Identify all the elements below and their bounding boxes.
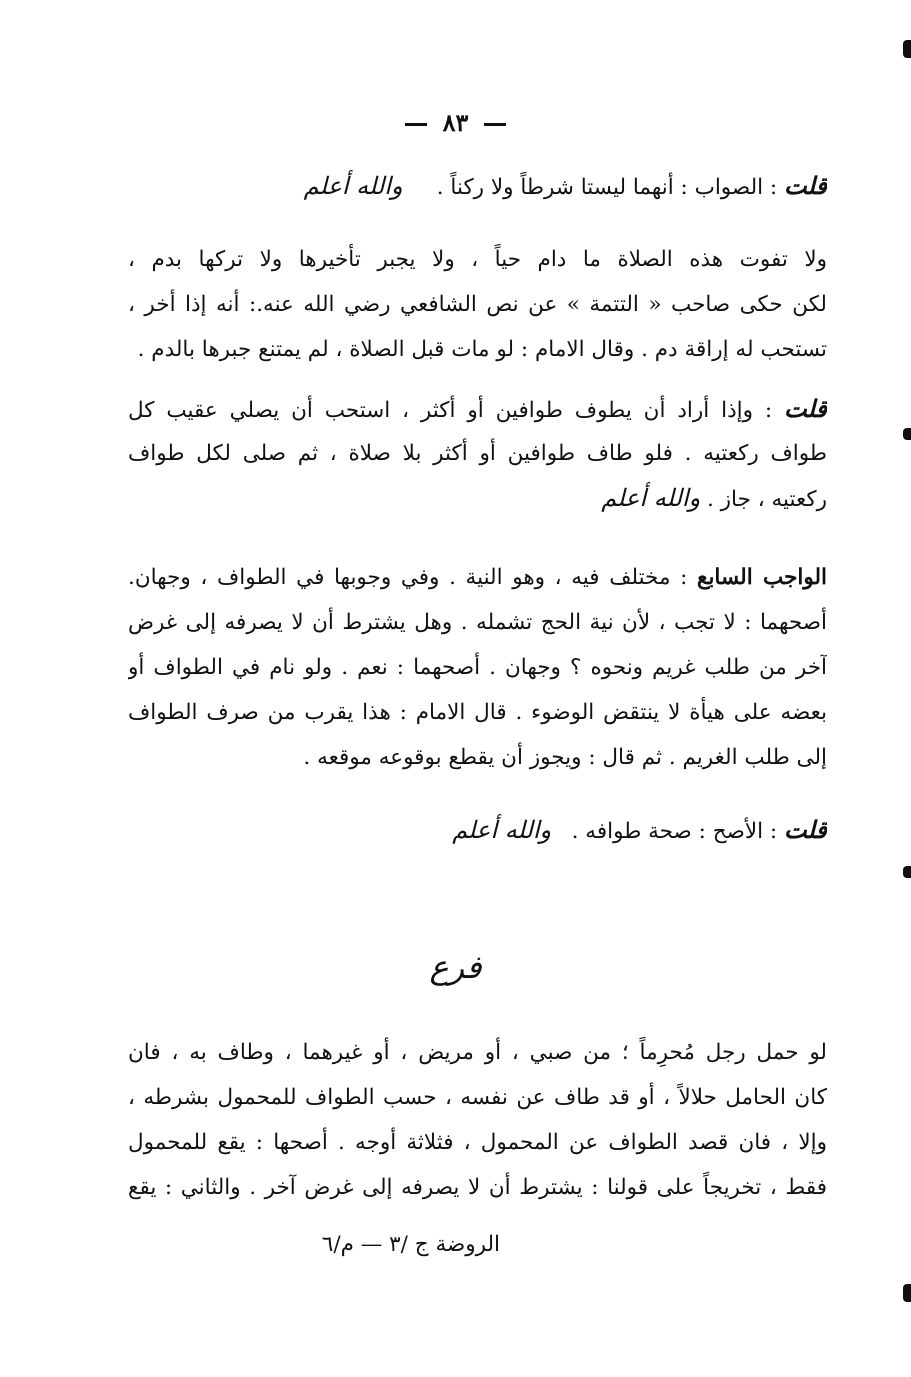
page-number-value: ٨٣	[442, 108, 469, 137]
text-line: إلى طلب الغريم . ثم قال : ويجوز أن يقطع بوقوعه موقعه .	[303, 745, 827, 770]
section-title-far: فرع	[429, 948, 482, 986]
text-span: ركعتيه ، جاز .	[707, 487, 827, 512]
paragraph-wajib-sabi	[128, 555, 827, 780]
text-line: لكن حكى صاحب « التتمة » عن نص الشافعي رضي الله عنه.: أنه إذا أخر ،	[128, 292, 827, 317]
qult-label: قلت	[784, 815, 827, 844]
allah-alam-phrase: والله أعلم	[303, 172, 403, 200]
text-line	[128, 476, 827, 521]
text-line	[128, 163, 827, 208]
paragraph-6	[128, 1030, 827, 1210]
signature-text: الروضة ج /٣ — م/٦	[321, 1232, 500, 1257]
footer-signature	[0, 1232, 500, 1257]
text-line	[128, 555, 827, 600]
section-heading-inline: الواجب السابع	[697, 565, 827, 590]
margin-mark	[903, 428, 911, 440]
page-number-dash-right	[484, 123, 506, 126]
qult-label: قلت	[784, 394, 827, 423]
text-line: بعضه على هيأة لا ينتقض الوضوء . قال الامام : هذا يقرب من صرف الطواف	[128, 700, 827, 725]
text-line	[128, 386, 827, 431]
text-line: لو حمل رجل مُحرِماً ؛ من صبي ، أو مريض ، أو غيرهما ، وطاف به ، فان	[128, 1040, 827, 1065]
text-span: : الصواب : أنهما ليستا شرطاً ولا ركناً .	[436, 175, 778, 200]
margin-mark	[903, 40, 911, 58]
text-line: تستحب له إراقة دم . وقال الامام : لو مات قبل الصلاة ، لم يمتنع جبرها بالدم .	[137, 337, 827, 362]
text-line	[128, 807, 827, 852]
paragraph-qult-2	[128, 386, 827, 521]
allah-alam-phrase: والله أعلم	[601, 484, 701, 512]
text-line: فقط ، تخريجاً على قولنا : يشترط أن لا يصرفه إلى غرض آخر . والثاني : يقع	[128, 1175, 827, 1200]
text-line: آخر من طلب غريم ونحوه ؟ وجهان . أصحهما : نعم . ولو نام في الطواف أو	[128, 655, 827, 680]
text-line: أصحهما : لا تجب ، لأن نية الحج تشمله . وهل يشترط أن لا يصرفه إلى غرض	[128, 610, 827, 635]
paragraph-2	[128, 237, 827, 372]
page-number	[0, 108, 911, 137]
allah-alam-phrase: والله أعلم	[452, 816, 552, 844]
text-span: : الأصح : صحة طوافه .	[571, 819, 778, 844]
paragraph-qult-1	[128, 163, 827, 208]
margin-mark	[903, 1284, 911, 1302]
text-line: طواف ركعتيه . فلو طاف طوافين أو أكثر بلا صلاة ، ثم صلى لكل طواف	[128, 441, 827, 466]
paragraph-qult-3	[128, 807, 827, 852]
text-span: : مختلف فيه ، وهو النية . وفي وجوبها في الطواف ، وجهان.	[128, 565, 688, 590]
text-line: ولا تفوت هذه الصلاة ما دام حياً ، ولا يجبر تأخيرها ولا تركها بدم ،	[128, 247, 827, 272]
text-line: كان الحامل حلالاً ، أو قد طاف عن نفسه ، حسب الطواف للمحمول بشرطه ،	[128, 1085, 827, 1110]
text-line: وإلا ، فان قصد الطواف عن المحمول ، فثلاثة أوجه . أصحها : يقع للمحمول	[128, 1130, 827, 1155]
page-number-dash-left	[405, 123, 427, 126]
qult-label: قلت	[784, 171, 827, 200]
text-span: : وإذا أراد أن يطوف طوافين أو أكثر ، استحب أن يصلي عقيب كل	[128, 398, 773, 423]
margin-mark	[903, 866, 911, 878]
